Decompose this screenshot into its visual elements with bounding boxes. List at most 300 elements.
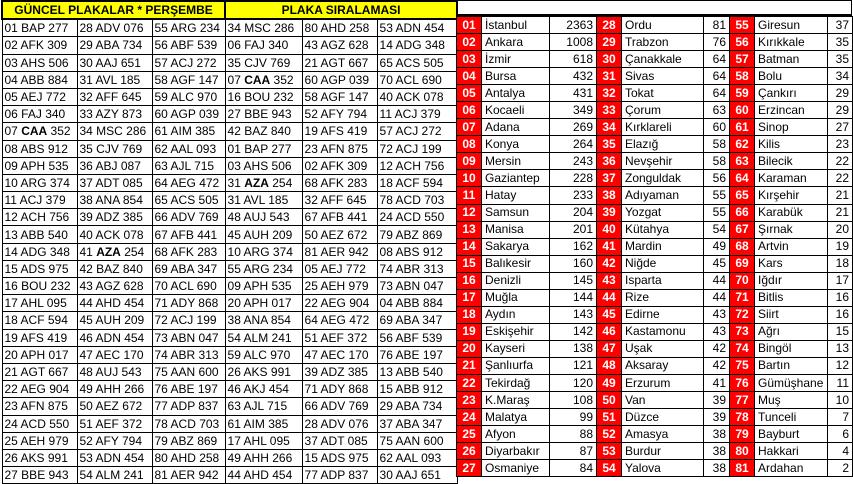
plate-row (2, 140, 457, 157)
plate-cell: 33 AZY 873 (77, 106, 152, 123)
rank-number: 42 (597, 255, 622, 272)
city-name: Amasya (622, 426, 704, 443)
city-name: Sinop (755, 119, 828, 136)
rank-number: 04 (457, 68, 482, 85)
plate-count: 49 (704, 238, 730, 255)
city-name: Kayseri (482, 340, 550, 357)
plate-cell: 65 ACS 505 (152, 192, 225, 209)
city-name: Kars (755, 255, 828, 272)
plate-cell: 25 AEH 979 (302, 278, 377, 295)
plate-cell: 70 ACL 690 (377, 71, 457, 88)
plate-cell: 64 AEG 472 (152, 174, 225, 191)
plate-cell: 40 ACK 078 (377, 88, 457, 105)
rank-number: 07 (457, 119, 482, 136)
plate-cell: 59 ALC 970 (225, 346, 302, 363)
plate-cell: 39 ADZ 385 (77, 209, 152, 226)
rank-number: 18 (457, 306, 482, 323)
plate-row (2, 432, 457, 449)
plate-cell: 17 AHL 095 (225, 432, 302, 449)
city-name: Hakkari (755, 443, 828, 460)
plate-cell: 01 BAP 277 (2, 19, 77, 37)
rank-number: 39 (597, 204, 622, 221)
plate-cell: 38 ANA 854 (77, 192, 152, 209)
plate-cell: 64 AEG 472 (302, 312, 377, 329)
city-name: Aksaray (622, 357, 704, 374)
plate-cell: 56 ABF 539 (152, 37, 225, 54)
plate-cell: 04 ABB 884 (2, 71, 77, 88)
plate-cell: 63 AJL 715 (152, 157, 225, 174)
plate-cell: 44 AHD 454 (225, 467, 302, 484)
plate-count: 35 (828, 34, 853, 51)
rank-number: 03 (457, 51, 482, 68)
plate-count: 16 (828, 289, 853, 306)
plate-row (2, 312, 457, 329)
ranking-row (457, 255, 853, 272)
city-name: Bolu (755, 68, 828, 85)
plate-cell: 09 APH 535 (2, 157, 77, 174)
plate-cell: 66 ADV 769 (302, 398, 377, 415)
ranking-row (457, 374, 853, 391)
city-name: Adana (482, 119, 550, 136)
plate-row (2, 123, 457, 140)
rank-number: 55 (730, 17, 755, 34)
plate-cell: 56 ABF 539 (377, 329, 457, 346)
city-name: Bayburt (755, 426, 828, 443)
city-name: Kütahya (622, 221, 704, 238)
city-name: Denizli (482, 272, 550, 289)
city-name: Bingöl (755, 340, 828, 357)
plate-row (2, 346, 457, 363)
plate-count: 55 (704, 204, 730, 221)
rank-number: 36 (597, 153, 622, 170)
plate-count: 84 (550, 460, 597, 477)
rank-number: 50 (597, 392, 622, 409)
rank-number: 12 (457, 204, 482, 221)
plate-row (2, 226, 457, 243)
city-name: Elazığ (622, 136, 704, 153)
rank-number: 13 (457, 221, 482, 238)
rank-number: 46 (597, 323, 622, 340)
plate-cell: 45 AUH 209 (225, 226, 302, 243)
plate-cell: 13 ABB 540 (2, 226, 77, 243)
plate-count: 618 (550, 51, 597, 68)
rank-number: 34 (597, 119, 622, 136)
plate-count: 2363 (550, 17, 597, 34)
plate-cell: 35 CJV 769 (77, 140, 152, 157)
plate-row (2, 381, 457, 398)
plate-cell: 30 AAJ 651 (377, 467, 457, 484)
rank-number: 28 (597, 17, 622, 34)
plate-count: 22 (828, 153, 853, 170)
plate-cell: 57 ACJ 272 (152, 54, 225, 71)
plate-cell: 16 BOU 232 (2, 278, 77, 295)
plate-count: 10 (828, 392, 853, 409)
plate-count: 38 (704, 426, 730, 443)
rank-number: 80 (730, 443, 755, 460)
city-name: Düzce (622, 409, 704, 426)
plate-count: 58 (704, 136, 730, 153)
plate-cell: 12 ACH 756 (2, 209, 77, 226)
plate-cell: 15 ADS 975 (2, 260, 77, 277)
ranking-row (457, 323, 853, 340)
plate-count: 38 (704, 443, 730, 460)
plate-count: 44 (704, 289, 730, 306)
rank-number: 57 (730, 51, 755, 68)
plate-count: 15 (828, 323, 853, 340)
plate-cell: 31 AVL 185 (77, 71, 152, 88)
city-name: Kırklareli (622, 119, 704, 136)
plate-cell: 58 AGF 147 (152, 71, 225, 88)
plate-row (2, 415, 457, 432)
plate-count: 6 (828, 426, 853, 443)
city-name: Bitlis (755, 289, 828, 306)
ranking-header-blank (456, 0, 852, 16)
rank-number: 20 (457, 340, 482, 357)
plate-cell: 71 ADY 868 (302, 381, 377, 398)
plate-cell: 07 CAA 352 (2, 123, 77, 140)
city-name: Kocaeli (482, 102, 550, 119)
plate-count: 44 (704, 272, 730, 289)
plate-cell: 28 ADV 076 (77, 19, 152, 37)
rank-number: 49 (597, 374, 622, 391)
rank-number: 41 (597, 238, 622, 255)
city-name: Antalya (482, 85, 550, 102)
city-name: Muğla (482, 289, 550, 306)
ranking-row (457, 306, 853, 323)
plate-cell: 22 AEG 904 (2, 381, 77, 398)
plate-row (2, 363, 457, 380)
plate-cell: 72 ACJ 199 (377, 140, 457, 157)
city-name: Ağrı (755, 323, 828, 340)
plate-cell: 35 CJV 769 (225, 54, 302, 71)
plate-count: 18 (828, 255, 853, 272)
plate-cell: 03 AHS 506 (2, 54, 77, 71)
plate-cell: 66 ADV 769 (152, 209, 225, 226)
plate-count: 64 (704, 85, 730, 102)
plate-cell: 39 ADZ 385 (302, 363, 377, 380)
plate-cell: 71 ADY 868 (152, 295, 225, 312)
plate-cell: 32 AFF 645 (77, 88, 152, 105)
ranking-row (457, 340, 853, 357)
city-name: Çorum (622, 102, 704, 119)
plate-cell: 29 ABA 734 (77, 37, 152, 54)
rank-number: 02 (457, 34, 482, 51)
rank-number: 32 (597, 85, 622, 102)
rank-number: 26 (457, 443, 482, 460)
rank-number: 67 (730, 221, 755, 238)
plate-cell: 55 ARG 234 (152, 19, 225, 37)
plate-cell: 51 AEF 372 (302, 329, 377, 346)
plate-count: 19 (828, 238, 853, 255)
plate-cell: 51 AEF 372 (77, 415, 152, 432)
plate-cell: 53 ADN 454 (377, 19, 457, 37)
plate-cell: 36 ABJ 087 (77, 157, 152, 174)
city-name: Bursa (482, 68, 550, 85)
city-name: Bartın (755, 357, 828, 374)
city-name: Yozgat (622, 204, 704, 221)
plate-count: 21 (828, 187, 853, 204)
plate-cell: 79 ABZ 869 (377, 226, 457, 243)
plate-cell: 01 BAP 277 (225, 140, 302, 157)
rank-number: 47 (597, 340, 622, 357)
plate-cell: 06 FAJ 340 (225, 37, 302, 54)
plate-cell: 77 ADP 837 (302, 467, 377, 484)
city-name: Isparta (622, 272, 704, 289)
ranking-row (457, 460, 853, 477)
plate-cell: 43 AGZ 628 (77, 278, 152, 295)
rank-number: 10 (457, 170, 482, 187)
rank-number: 24 (457, 409, 482, 426)
city-name: Gümüşhane (755, 374, 828, 391)
plate-cell: 34 MSC 286 (225, 19, 302, 37)
plate-cell: 11 ACJ 379 (377, 106, 457, 123)
rank-number: 19 (457, 323, 482, 340)
plate-cell: 69 ABA 347 (377, 312, 457, 329)
plate-count: 12 (828, 357, 853, 374)
plate-cell: 54 ALM 241 (77, 467, 152, 484)
city-name: Hatay (482, 187, 550, 204)
plate-cell: 52 AFY 794 (302, 106, 377, 123)
plate-cell: 81 AER 942 (302, 243, 377, 260)
rank-number: 15 (457, 255, 482, 272)
plate-cell: 42 BAZ 840 (77, 260, 152, 277)
plate-row (2, 157, 457, 174)
city-name: Samsun (482, 204, 550, 221)
plate-count: 138 (550, 340, 597, 357)
plate-cell: 76 ABE 197 (377, 346, 457, 363)
plate-row (2, 260, 457, 277)
rank-number: 05 (457, 85, 482, 102)
city-name: K.Maraş (482, 392, 550, 409)
plate-count: 269 (550, 119, 597, 136)
plate-count: 42 (704, 340, 730, 357)
current-plates-title: GÜNCEL PLAKALAR * PERŞEMBE (2, 1, 225, 19)
plate-cell: 19 AFS 419 (302, 123, 377, 140)
plate-cell: 72 ACJ 199 (152, 312, 225, 329)
rank-number: 17 (457, 289, 482, 306)
rank-number: 69 (730, 255, 755, 272)
ranking-row (457, 289, 853, 306)
city-name: Batman (755, 51, 828, 68)
plate-count: 162 (550, 238, 597, 255)
city-name: Çanakkale (622, 51, 704, 68)
rank-number: 51 (597, 409, 622, 426)
city-name: Karabük (755, 204, 828, 221)
plate-cell: 62 AAL 093 (152, 140, 225, 157)
rank-number: 74 (730, 340, 755, 357)
plate-count: 54 (704, 221, 730, 238)
plate-count: 23 (828, 136, 853, 153)
plate-cell: 30 AAJ 651 (77, 54, 152, 71)
rank-number: 45 (597, 306, 622, 323)
rank-number: 14 (457, 238, 482, 255)
plate-cell: 41 AZA 254 (77, 243, 152, 260)
plate-cell: 60 AGP 039 (302, 71, 377, 88)
plate-count: 264 (550, 136, 597, 153)
plate-cell: 20 APH 017 (225, 295, 302, 312)
city-name: Tunceli (755, 409, 828, 426)
plate-cell: 47 AEC 170 (302, 346, 377, 363)
plate-count: 45 (704, 255, 730, 272)
plate-cell: 48 AUJ 543 (77, 363, 152, 380)
city-name: Muş (755, 392, 828, 409)
rank-number: 75 (730, 357, 755, 374)
plate-cell: 74 ABR 313 (152, 346, 225, 363)
plate-count: 55 (704, 187, 730, 204)
rank-number: 44 (597, 289, 622, 306)
plate-count: 145 (550, 272, 597, 289)
plate-count: 143 (550, 306, 597, 323)
plate-cell: 81 AER 942 (152, 467, 225, 484)
rank-number: 71 (730, 289, 755, 306)
rank-number: 43 (597, 272, 622, 289)
plate-count: 233 (550, 187, 597, 204)
rank-number: 22 (457, 374, 482, 391)
plate-cell: 37 ABA 347 (377, 415, 457, 432)
city-name: Tokat (622, 85, 704, 102)
city-name: Konya (482, 136, 550, 153)
plate-cell: 57 ACJ 272 (377, 123, 457, 140)
plate-count: 64 (704, 51, 730, 68)
plate-count: 21 (828, 204, 853, 221)
plate-cell: 28 ADV 076 (302, 415, 377, 432)
plate-cell: 73 ABN 047 (152, 329, 225, 346)
plate-row (2, 54, 457, 71)
plate-cell: 14 ADG 348 (377, 37, 457, 54)
ranking-row (457, 51, 853, 68)
plate-cell: 76 ABE 197 (152, 381, 225, 398)
plate-cell: 45 AUH 209 (77, 312, 152, 329)
plate-cell: 77 ADP 837 (152, 398, 225, 415)
plate-count: 349 (550, 102, 597, 119)
plate-count: 56 (704, 170, 730, 187)
plate-cell: 80 AHD 258 (302, 19, 377, 37)
plate-count: 41 (704, 374, 730, 391)
plate-cell: 48 AUJ 543 (225, 209, 302, 226)
plate-cell: 40 ACK 078 (77, 226, 152, 243)
city-name: Ordu (622, 17, 704, 34)
ranking-row (457, 187, 853, 204)
plate-cell: 61 AIM 385 (152, 123, 225, 140)
ranking-row (457, 221, 853, 238)
city-name: Erzincan (755, 102, 828, 119)
city-name: Sivas (622, 68, 704, 85)
plate-count: 43 (704, 323, 730, 340)
city-name: Adıyaman (622, 187, 704, 204)
city-name: Burdur (622, 443, 704, 460)
plate-cell: 13 ABB 540 (377, 363, 457, 380)
city-name: Van (622, 392, 704, 409)
plate-row (2, 329, 457, 346)
rank-number: 61 (730, 119, 755, 136)
city-name: Kırşehir (755, 187, 828, 204)
rank-number: 68 (730, 238, 755, 255)
city-name: Mardin (622, 238, 704, 255)
plate-count: 13 (828, 340, 853, 357)
plate-cell: 22 AEG 904 (302, 295, 377, 312)
rank-number: 37 (597, 170, 622, 187)
plate-cell: 68 AFK 283 (302, 174, 377, 191)
plate-cell: 08 ABS 912 (2, 140, 77, 157)
ranking-row (457, 153, 853, 170)
ranking-row (457, 170, 853, 187)
plate-count: 204 (550, 204, 597, 221)
city-name: Afyon (482, 426, 550, 443)
rank-number: 09 (457, 153, 482, 170)
plate-cell: 15 ADS 975 (302, 449, 377, 466)
plate-count: 17 (828, 272, 853, 289)
rank-number: 08 (457, 136, 482, 153)
plate-table (1, 0, 458, 484)
plate-count: 58 (704, 153, 730, 170)
rank-number: 52 (597, 426, 622, 443)
plate-cell: 10 ARG 374 (2, 174, 77, 191)
city-name: Tekirdağ (482, 374, 550, 391)
city-name: Kilis (755, 136, 828, 153)
city-name: Şanlıurfa (482, 357, 550, 374)
city-name: Malatya (482, 409, 550, 426)
city-name: Erzurum (622, 374, 704, 391)
plate-count: 60 (704, 119, 730, 136)
rank-number: 21 (457, 357, 482, 374)
plate-cell: 75 AAN 600 (152, 363, 225, 380)
plate-count: 27 (828, 119, 853, 136)
plate-cell: 34 MSC 286 (77, 123, 152, 140)
plate-cell: 78 ACD 703 (152, 415, 225, 432)
ranking-row (457, 272, 853, 289)
rank-number: 77 (730, 392, 755, 409)
city-name: Uşak (622, 340, 704, 357)
plate-count: 43 (704, 306, 730, 323)
plate-row (2, 278, 457, 295)
city-name: Rize (622, 289, 704, 306)
plate-cell: 68 AFK 283 (152, 243, 225, 260)
plate-cell: 15 ABB 912 (377, 381, 457, 398)
plate-count: 228 (550, 170, 597, 187)
plate-count: 142 (550, 323, 597, 340)
plate-count: 88 (550, 426, 597, 443)
plate-cell: 21 AGT 667 (302, 54, 377, 71)
rank-number: 30 (597, 51, 622, 68)
rank-number: 64 (730, 170, 755, 187)
city-name: İzmir (482, 51, 550, 68)
city-name: Diyarbakır (482, 443, 550, 460)
plate-count: 34 (828, 68, 853, 85)
plate-cell: 18 ACF 594 (377, 174, 457, 191)
plate-cell: 32 AFF 645 (302, 192, 377, 209)
rank-number: 29 (597, 34, 622, 51)
rank-number: 81 (730, 460, 755, 477)
rank-number: 31 (597, 68, 622, 85)
ranking-row (457, 443, 853, 460)
rank-number: 40 (597, 221, 622, 238)
plate-cell: 09 APH 535 (225, 278, 302, 295)
plate-row (2, 88, 457, 105)
plate-cell: 26 AKS 991 (2, 449, 77, 466)
plate-cell: 03 AHS 506 (225, 157, 302, 174)
ranking-row (457, 392, 853, 409)
plate-count: 87 (550, 443, 597, 460)
city-name: İstanbul (482, 17, 550, 34)
plate-cell: 23 AFN 875 (302, 140, 377, 157)
plate-cell: 12 ACH 756 (377, 157, 457, 174)
city-name: Osmaniye (482, 460, 550, 477)
plate-cell: 65 ACS 505 (377, 54, 457, 71)
plate-cell: 37 ADT 085 (302, 432, 377, 449)
plate-cell: 52 AFY 794 (77, 432, 152, 449)
plate-count: 63 (704, 102, 730, 119)
plate-cell: 69 ABA 347 (152, 260, 225, 277)
